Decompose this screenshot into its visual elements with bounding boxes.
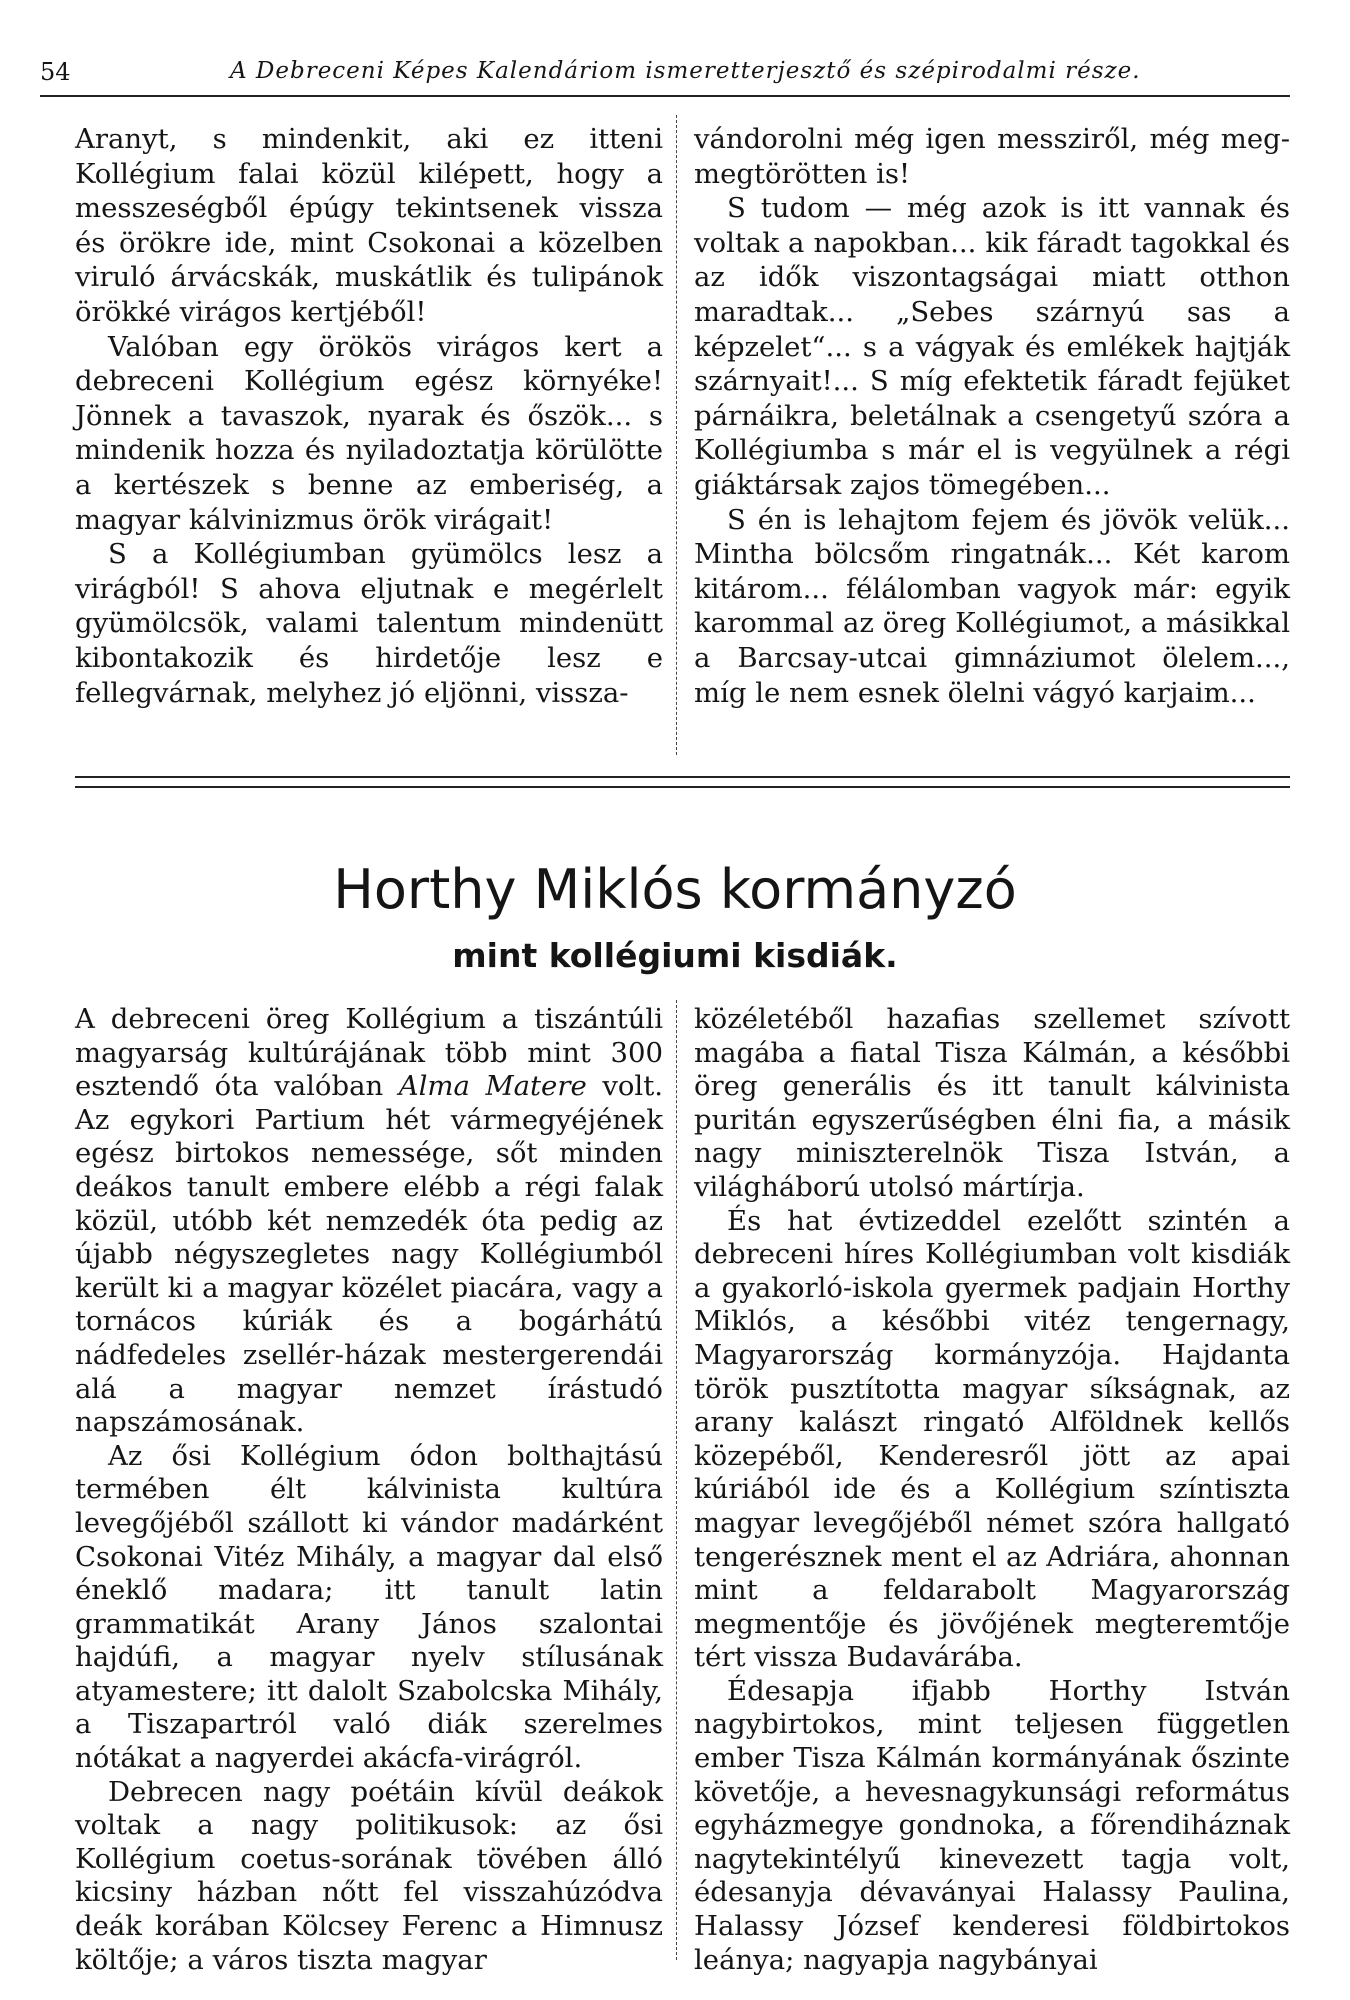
- column-divider-bottom: [676, 1000, 677, 1960]
- paragraph: S a Kollégiumban gyümölcs lesz a virágból! S ahova eljutnak e megérlelt gyümölcsök, valami talentum mindenütt kibontakozik és hirdetője lesz e fellegvárnak, melyhez jó eljönni, vissza-: [75, 538, 663, 709]
- italic-text: Alma Matere: [398, 1070, 587, 1103]
- running-head: A Debreceni Képes Kalendáriom ismeretterjesztő és szépirodalmi része.: [230, 58, 1141, 84]
- previous-article-right-column: [694, 122, 1290, 710]
- paragraph: Az ősi Kollégium ódon bolthajtású termében élt kálvinista kultúra levegőjéből szállott ki vándor madárként Csokonai Vitéz Mihály, a magyar dal első éneklő madara; itt tanult latin grammatikát Arany János szalontai hajdúfi, a magyar nyelv stílusának atyamestere; itt dalolt Szabolcska Mihály, a Tiszapartról való diák szerelmes nótákat a nagyerdei akácfa-virágról.: [75, 1439, 663, 1775]
- paragraph: És hat évtizeddel ezelőtt szintén a debreceni híres Kollégiumban volt kisdiák a gyakorló-iskola gyermek padjain Horthy Miklós, a későbbi vitéz tengernagy, Magyarország kormányzója. Hajdanta török pusztította magyar síkságnak, az arany kalászt ringató Alföldnek kellős közepéből, Kenderesről jött az apai kúriából ide és a Kollégium színtiszta magyar levegőjéből német szóra hallgató tengerésznek ment el az Adriára, ahonnan mint a feldarabolt Magyarország megmentője és jövőjének megteremtője tért vissza Budavárába.: [694, 1204, 1290, 1674]
- page-number: 54: [40, 58, 71, 86]
- paragraph: Valóban egy örökös virágos kert a debreceni Kollégium egész környéke! Jönnek a tavaszok, nyarak és őszök... s mindenik hozza és nyiladoztatja körülötte a kertészek s benne az emberiség, a magyar kálvinizmus örök virágait!: [75, 330, 663, 536]
- column-divider-top: [676, 115, 677, 755]
- previous-article-left-column: [75, 122, 663, 710]
- paragraph: Aranyt, s mindenkit, aki ez itteni Kollégium falai közül kilépett, hogy a messzeségből épúgy tekintsenek vissza és örökre ide, mint Csokonai a közelben viruló árvácskák, muskátlik és tulipánok örökké virágos kertjéből!: [75, 123, 663, 328]
- header-rule: [40, 95, 1290, 97]
- text-run: volt. Az egykori Partium hét vármegyéjének egész birtokos nemessége, sőt minden deákos tanult embere elébb a régi falak közül, utóbb két nemzedék óta pedig az újabb négyszegletes nagy Kollégiumból került ki a magyar közélet piacára, vagy a tornácos kúriák és a bogárhátú nádfedeles zsellér-házak mestergerendái alá a magyar nemzet írástudó napszámosának.: [75, 1070, 664, 1439]
- paragraph: közéletéből hazafias szellemet szívott magába a fiatal Tisza Kálmán, a későbbi öreg generális és itt tanult kálvinista puritán egyszerűségben élni fia, a másik nagy miniszterelnök Tisza István, a világháború utolsó mártírja.: [694, 1003, 1290, 1203]
- section-divider-rule: [75, 786, 1290, 788]
- paragraph: Debrecen nagy poétáin kívül deákok voltak a nagy politikusok: az ősi Kollégium coetus-sorának tövében álló kicsiny házban nőtt fel visszahúzódva deák korában Kölcsey Ferenc a Himnusz költője; a város tiszta magyar: [75, 1775, 663, 1976]
- text-run: A debreceni öreg Kollégium a tiszántúli magyarság kultúrájának több mint 300 esztendő óta valóban: [75, 1003, 663, 1103]
- paragraph: Édesapja ifjabb Horthy István nagybirtokos, mint teljesen független ember Tisza Kálmán kormányának őszinte követője, a hevesnagykunsági református egyházmegye gondnoka, a főrendiháznak nagytekintélyű kinevezett tagja volt, édesanyja dévaványai Halassy Paulina, Halassy József kenderesi földbirtokos leánya; nagyapja nagybányai: [694, 1674, 1290, 1976]
- paragraph: [75, 1003, 663, 1440]
- article-title: Horthy Miklós kormányzó: [333, 858, 1017, 921]
- article-left-column: [75, 1003, 663, 1977]
- paragraph: vándorolni még igen messziről, még meg-megtörötten is!: [694, 123, 1290, 190]
- article-right-column: [694, 1003, 1290, 1977]
- section-divider-rule: [75, 776, 1290, 778]
- paragraph: S én is lehajtom fejem és jövök velük... Mintha bölcsőm ringatnák... Két karom kitárom... félálomban vagyok már: egyik karommal az öreg Kollégiumot, a másikkal a Barcsay-utcai gimnáziumot ölelem..., míg le nem esnek ölelni vágyó karjaim...: [694, 503, 1290, 709]
- paragraph: S tudom — még azok is itt vannak és voltak a napokban... kik fáradt tagokkal és az idők viszontagságai miatt otthon maradtak... „Sebes szárnyú sas a képzelet“... s a vágyak és emlékek hajtják szárnyait!... S míg efektetik fáradt fejüket párnáikra, beletálnak a csengetyű szóra a Kollégiumba s már el is vegyülnek a régi giáktársak zajos tömegében...: [694, 192, 1290, 501]
- article-subtitle: mint kollégiumi kisdiák.: [452, 936, 898, 975]
